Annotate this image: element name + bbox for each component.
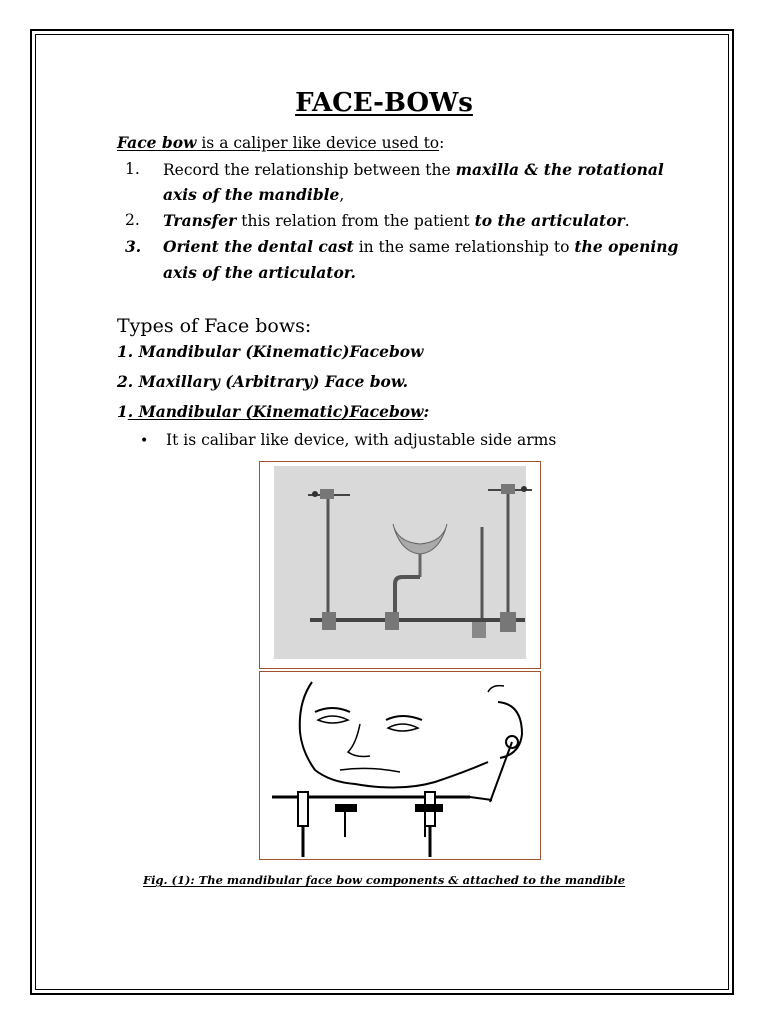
left-top-screw: [312, 491, 318, 497]
intro-line: [117, 133, 444, 152]
bullet-text: It is calibar like device, with adjustable side arms: [166, 431, 557, 449]
type-item-1: 1. Mandibular (Kinematic)Facebow: [117, 342, 424, 361]
list-number-3: 3.: [125, 237, 142, 256]
page-title: FACE-BOWs: [295, 88, 473, 118]
types-heading: Types of Face bows:: [117, 315, 312, 337]
list-item-1-line1: [163, 160, 664, 179]
section-prefix: 1: [117, 402, 128, 421]
bullet-icon: •: [140, 433, 149, 449]
side-arm: [490, 742, 512, 802]
list-item-3-bold3: axis of the articulator.: [163, 263, 356, 282]
list-item-3-bold2: the opening: [574, 237, 679, 256]
bar-clamp-center: [385, 612, 399, 630]
brow-left: [315, 708, 350, 712]
list-item-3-bold1: Orient the dental cast: [163, 237, 354, 256]
list-item-2-end: .: [624, 212, 630, 230]
bar-clamp-right: [472, 622, 486, 638]
list-item-1-text: Record the relationship between the: [163, 161, 456, 179]
figure-caption: Fig. (1): The mandibular face bow components & attached to the mandible: [142, 873, 626, 887]
list-item-3-text: in the same relationship to: [353, 238, 575, 256]
brow-right: [386, 716, 422, 720]
section-underlined: . Mandibular (Kinematic)Facebow: [127, 402, 424, 421]
section-heading: [117, 402, 429, 421]
section-suffix: :: [423, 402, 430, 421]
list-item-2-text: this relation from the patient: [236, 212, 475, 230]
clamp-right-block: [415, 804, 443, 812]
clamp-left-block: [335, 804, 357, 812]
intro-rest: is a caliper like device used to: [196, 134, 440, 152]
facebow-attached-drawing: [260, 672, 539, 858]
list-item-1-bold: maxilla & the rotational: [455, 160, 664, 179]
bar-clamp-far-right: [500, 612, 516, 632]
figure-facebow-drawing: [259, 671, 541, 860]
facebow-bar-end: [470, 797, 492, 800]
hair-line: [488, 686, 504, 692]
intro-colon: :: [439, 134, 445, 152]
list-item-1-comma: ,: [339, 186, 345, 204]
list-item-1-line2: [163, 185, 344, 204]
clamp-left: [298, 792, 308, 826]
right-top-screw: [521, 486, 527, 492]
intro-term: Face bow: [117, 133, 197, 152]
list-item-2-bold2: to the articulator: [474, 211, 625, 230]
facebow-components-illustration: [260, 462, 539, 667]
list-item-2-bold1: Transfer: [163, 211, 237, 230]
list-item-2: [163, 211, 630, 230]
list-item-1-bold2: axis of the mandible: [163, 185, 340, 204]
eye-left: [318, 716, 348, 723]
nose: [348, 724, 370, 757]
bar-clamp-left: [322, 612, 336, 630]
mouth: [340, 768, 400, 772]
face-outline: [300, 682, 488, 788]
type-item-2: 2. Maxillary (Arbitrary) Face bow.: [117, 372, 409, 391]
eye-right: [388, 724, 418, 731]
figure-facebow-photo: [259, 461, 541, 669]
list-item-3-line1: [163, 237, 678, 256]
left-top-clamp: [320, 489, 334, 499]
right-top-clamp: [501, 484, 515, 494]
list-number-2: 2.: [125, 211, 140, 229]
list-number-1: 1.: [125, 160, 140, 178]
list-item-3-line2: [163, 263, 356, 282]
